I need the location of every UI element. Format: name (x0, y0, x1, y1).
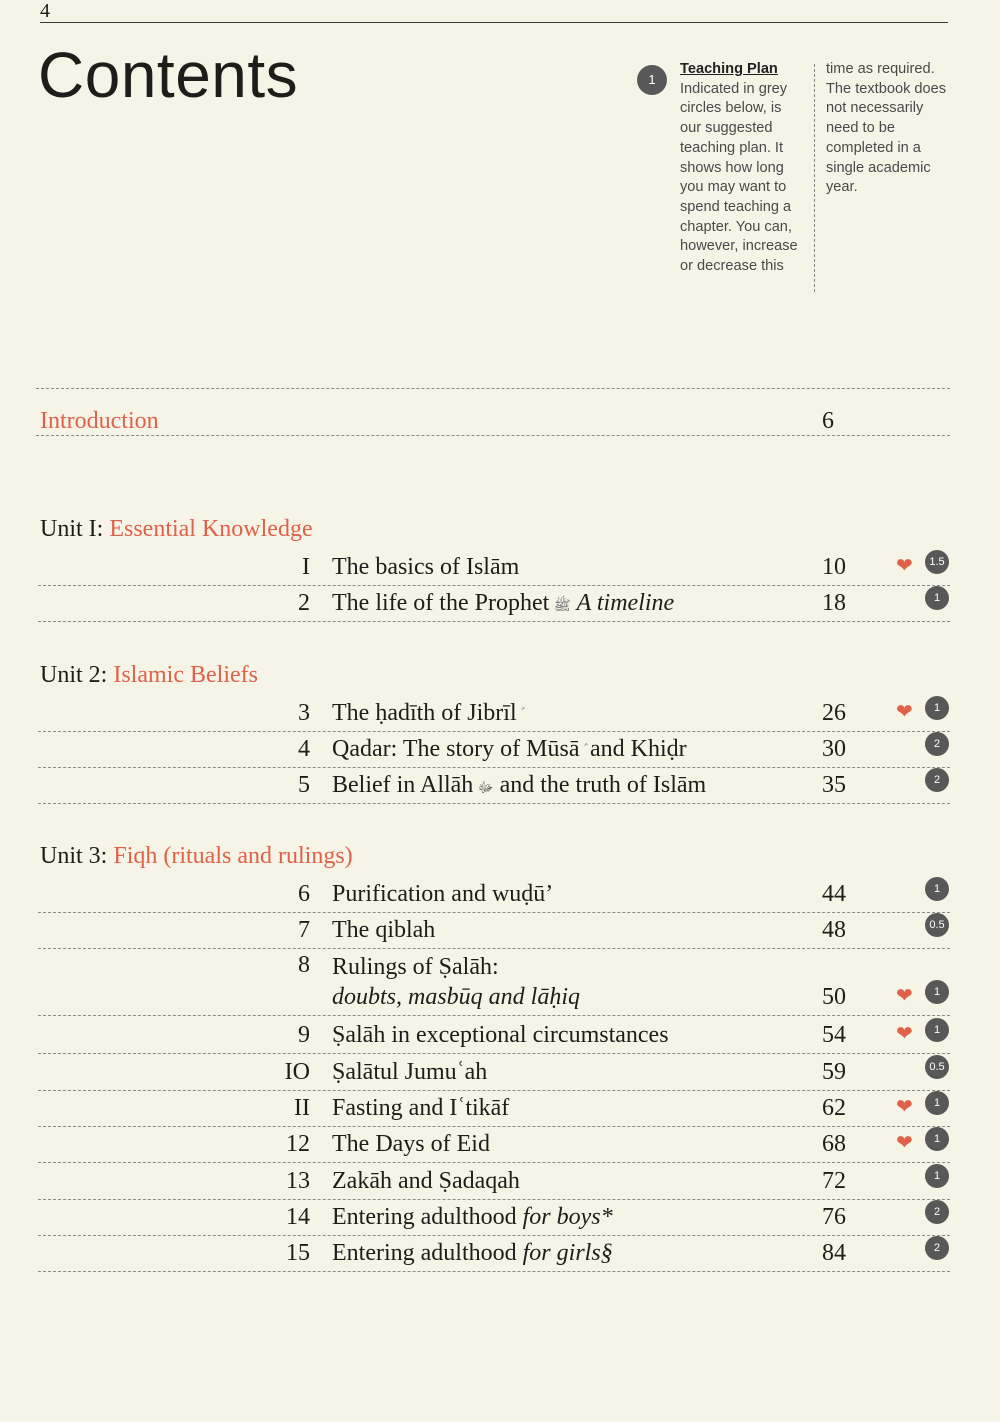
chapter-title[interactable] (332, 915, 802, 945)
chapter-subtitle: for girls§ (516, 1240, 613, 1266)
chapter-title-text: The life of the Prophet (332, 590, 550, 616)
plan-circle-icon: 2 (925, 1236, 949, 1260)
divider (38, 1271, 950, 1272)
chapter-number: 12 (286, 1131, 310, 1157)
divider (38, 1126, 950, 1127)
chapter-page: 84 (822, 1240, 846, 1266)
chapter-title[interactable] (332, 1057, 802, 1087)
chapter-title-text: The basics of Islām (332, 554, 520, 580)
chapter-page: 30 (822, 736, 846, 762)
heart-icon: ❤ (896, 553, 913, 577)
chapter-number: 14 (286, 1204, 310, 1230)
plan-circle-icon: 1 (925, 1091, 949, 1115)
heart-icon: ❤ (896, 1130, 913, 1154)
chapter-number: 3 (298, 700, 310, 726)
teaching-plan-text-2: time as required. The textbook does not necessarily need to be completed in a single academic year. (826, 61, 947, 196)
chapter-page: 35 (822, 772, 846, 798)
chapter-title-text: Qadar: The story of Mūsā (332, 736, 580, 762)
chapter-title[interactable] (332, 1020, 802, 1050)
chapter-number: IO (284, 1059, 310, 1085)
divider (38, 731, 950, 732)
unit-heading (40, 662, 258, 689)
chapter-page: 62 (822, 1095, 846, 1121)
chapter-title[interactable] (332, 1129, 802, 1159)
divider (38, 1235, 950, 1236)
divider (38, 1199, 950, 1200)
unit-heading (40, 843, 353, 870)
heart-icon: ❤ (896, 1094, 913, 1118)
intro-page: 6 (822, 408, 834, 434)
divider (38, 912, 950, 913)
chapter-title-text: The ḥadīth of Jibrīl (332, 700, 517, 726)
chapter-page: 48 (822, 917, 846, 943)
chapter-title[interactable] (332, 1238, 802, 1268)
divider (36, 435, 950, 436)
divider (38, 1162, 950, 1163)
teaching-plan-divider (814, 64, 815, 292)
chapter-title-text: Entering adulthood (332, 1240, 517, 1266)
chapter-page: 50 (822, 984, 846, 1010)
teaching-plan-note (637, 60, 952, 300)
teaching-plan-heading: Teaching Plan (680, 61, 778, 77)
chapter-number: 6 (298, 881, 310, 907)
chapter-title-text: Belief in Allāh (332, 772, 474, 798)
top-rule (40, 22, 948, 23)
divider (38, 1090, 950, 1091)
chapter-title-text: Ṣalātul Jumuʿah (332, 1059, 488, 1085)
chapter-title-rest: and the truth of Islām (493, 772, 707, 798)
divider (38, 621, 950, 622)
chapter-title-text: Rulings of Ṣalāh: (332, 954, 499, 980)
plan-circle-icon: 2 (925, 1200, 949, 1224)
page-title: Contents (38, 39, 299, 111)
chapter-title[interactable] (332, 1166, 802, 1196)
plan-circle-icon: 2 (925, 768, 949, 792)
plan-circle-icon: 1 (925, 1127, 949, 1151)
plan-circle-icon: 0.5 (925, 1055, 949, 1079)
chapter-subtitle: for boys* (516, 1204, 613, 1230)
honorific-glyph: ﷻ (473, 780, 494, 796)
chapter-page: 10 (822, 554, 846, 580)
chapter-page: 26 (822, 700, 846, 726)
teaching-plan-col1 (680, 60, 805, 277)
chapter-title-text: Fasting and Iʿtikāf (332, 1095, 510, 1121)
teaching-plan-text-1: Indicated in grey circles below, is our suggested teaching plan. It shows how long you may want to spend teaching a chapter. You can, however, increase or decrease this (680, 80, 798, 275)
chapter-page: 44 (822, 881, 846, 907)
chapter-number: 2 (298, 590, 310, 616)
heart-icon: ❤ (896, 1021, 913, 1045)
chapter-number: 8 (298, 952, 310, 978)
plan-circle-icon: 0.5 (925, 913, 949, 937)
unit-name: Essential Knowledge (109, 516, 313, 542)
plan-circle-icon: 1 (925, 1018, 949, 1042)
unit-name: Fiqh (rituals and rulings) (113, 843, 353, 869)
chapter-title-text: The qiblah (332, 917, 436, 943)
chapter-number: 15 (286, 1240, 310, 1266)
chapter-title[interactable] (332, 770, 802, 803)
chapter-number: 7 (298, 917, 310, 943)
plan-circle-icon: 1.5 (925, 550, 949, 574)
plan-circle-icon: 1 (925, 877, 949, 901)
divider (38, 767, 950, 768)
unit-prefix: Unit 2: (40, 662, 114, 688)
unit-prefix: Unit I: (40, 516, 110, 542)
chapter-subtitle: doubts, masbūq and lāḥiq (332, 984, 581, 1010)
chapter-title[interactable] (332, 1202, 802, 1232)
chapter-number: 5 (298, 772, 310, 798)
chapter-page: 68 (822, 1131, 846, 1157)
divider (38, 585, 950, 586)
chapter-title[interactable] (332, 879, 802, 909)
divider (38, 1015, 950, 1016)
chapter-subtitle: A timeline (570, 590, 675, 616)
chapter-number: 9 (298, 1022, 310, 1048)
chapter-page: 59 (822, 1059, 846, 1085)
plan-circle-icon: 2 (925, 732, 949, 756)
plan-circle-icon: 1 (925, 980, 949, 1004)
divider (38, 948, 950, 949)
plan-circle-icon: 1 (925, 1164, 949, 1188)
chapter-number: 13 (286, 1168, 310, 1194)
honorific-glyph: ﷺ (549, 598, 571, 614)
chapter-title[interactable] (332, 588, 802, 621)
chapter-page: 72 (822, 1168, 846, 1194)
plan-circle-icon: 1 (925, 696, 949, 720)
chapter-page: 18 (822, 590, 846, 616)
chapter-number: 4 (298, 736, 310, 762)
heart-icon: ❤ (896, 699, 913, 723)
page-number: 4 (40, 0, 50, 22)
plan-circle-icon: 1 (925, 586, 949, 610)
chapter-title-text: Purification and wuḍū’ (332, 881, 554, 907)
chapter-number: I (302, 554, 310, 580)
divider (38, 1053, 950, 1054)
honorific-glyph: ؑ (579, 744, 584, 760)
divider (38, 803, 950, 804)
unit-prefix: Unit 3: (40, 843, 114, 869)
unit-name: Islamic Beliefs (113, 662, 258, 688)
chapter-number: II (294, 1095, 310, 1121)
chapter-title-text: Ṣalāh in exceptional circumstances (332, 1022, 669, 1048)
chapter-title[interactable] (332, 952, 802, 1012)
chapter-title-text: Zakāh and Ṣadaqah (332, 1168, 520, 1194)
unit-heading (40, 516, 313, 543)
chapter-title-rest: and Khiḍr (583, 736, 687, 762)
heart-icon: ❤ (896, 983, 913, 1007)
chapter-title[interactable] (332, 1093, 802, 1123)
intro-label[interactable]: Introduction (40, 408, 159, 434)
chapter-title[interactable] (332, 552, 802, 582)
plan-circle-icon: 1 (637, 65, 667, 95)
chapter-title-text: The Days of Eid (332, 1131, 490, 1157)
chapter-title[interactable] (332, 698, 802, 731)
chapter-title-text: Entering adulthood (332, 1204, 517, 1230)
chapter-title[interactable] (332, 734, 802, 767)
honorific-glyph: ؑ (516, 708, 522, 724)
chapter-page: 54 (822, 1022, 846, 1048)
chapter-page: 76 (822, 1204, 846, 1230)
divider (36, 388, 950, 389)
